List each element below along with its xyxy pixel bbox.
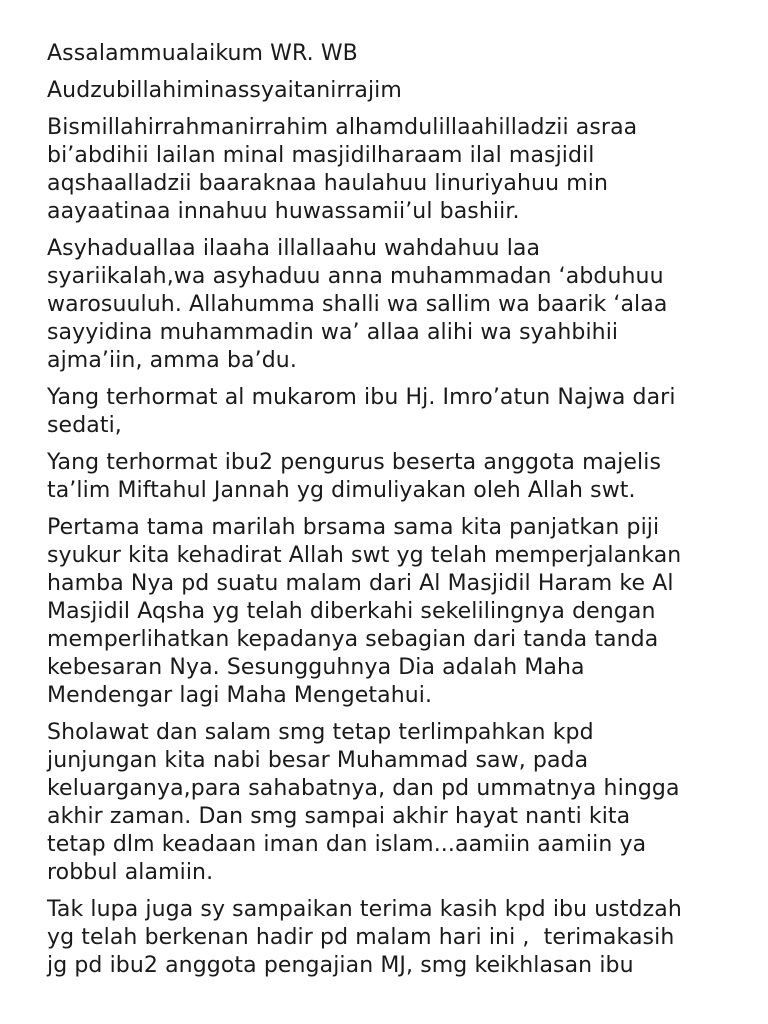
text-line: robbul alamiin.	[47, 860, 214, 885]
text-line: ta’lim Miftahul Jannah yg dimuliyakan oleh Allah swt.	[47, 478, 636, 503]
text-line: aqshaalladzii baaraknaa haulahuu linuriyahuu min	[47, 171, 609, 196]
paragraph-honoree-2	[47, 449, 732, 505]
text-line: Pertama tama marilah brsama sama kita panjatkan piji	[47, 515, 660, 540]
paragraph-syahadat	[47, 235, 732, 375]
text-line: tetap dlm keadaan iman dan islam...aamiin aamiin ya	[47, 832, 647, 857]
text-line: kebesaran Nya. Sesungguhnya Dia adalah Maha	[47, 655, 585, 680]
text-line: ajma’iin, amma ba’du.	[47, 348, 297, 373]
text-line: Mendengar lagi Maha Mengetahui.	[47, 683, 433, 708]
text-line: memperlihatkan kepadanya sebagian dari tanda tanda	[47, 627, 659, 652]
text-line: warosuuluh. Allahumma shalli wa sallim wa baarik ‘alaa	[47, 292, 668, 317]
paragraph-sholawat	[47, 719, 732, 887]
text-line: Tak lupa juga sy sampaikan terima kasih kpd ibu ustdzah	[47, 897, 682, 922]
text-line: sayyidina muhammadin wa’ allaa alihi wa syahbihii	[47, 320, 619, 345]
text-line: Bismillahirrahmanirrahim alhamdulillaahilladzii asraa	[47, 115, 638, 140]
text-line: jg pd ibu2 anggota pengajian MJ, smg keikhlasan ibu	[47, 953, 634, 978]
text-line: Yang terhormat ibu2 pengurus beserta anggota majelis	[47, 450, 662, 475]
text-line: keluarganya,para sahabatnya, dan pd ummatnya hingga	[47, 776, 680, 801]
paragraph-gratitude	[47, 514, 732, 710]
text-line: bi’abdihii lailan minal masjidilharaam ilal masjidil	[47, 143, 595, 168]
paragraph-basmalah	[47, 114, 732, 226]
text-line: yg telah berkenan hadir pd malam hari ini , terimakasih	[47, 925, 675, 950]
text-line: junjungan kita nabi besar Muhammad saw, pada	[47, 748, 589, 773]
text-line: akhir zaman. Dan smg sampai akhir hayat nanti kita	[47, 804, 631, 829]
text-line: hamba Nya pd suatu malam dari Al Masjidil Haram ke Al	[47, 571, 674, 596]
text-line: Masjidil Aqsha yg telah diberkahi sekelilingnya dengan	[47, 599, 656, 624]
text-line: Asyhaduallaa ilaaha illallaahu wahdahuu laa	[47, 236, 541, 261]
text-line: Assalammualaikum WR. WB	[47, 41, 358, 66]
paragraph-honoree-1	[47, 384, 732, 440]
text-line: Sholawat dan salam smg tetap terlimpahkan kpd	[47, 720, 594, 745]
text-line: syariikalah,wa asyhaduu anna muhammadan ‘abduhuu	[47, 264, 664, 289]
paragraph-taawudz	[47, 77, 732, 105]
paragraph-thanks	[47, 896, 732, 980]
text-line: Yang terhormat al mukarom ibu Hj. Imro’atun Najwa dari	[47, 385, 676, 410]
text-line: Audzubillahiminassyaitanirrajim	[47, 78, 402, 103]
paragraph-salutation	[47, 40, 732, 68]
text-line: sedati,	[47, 413, 122, 438]
text-line: syukur kita kehadirat Allah swt yg telah memperjalankan	[47, 543, 682, 568]
text-line: aayaatinaa innahuu huwassamii’ul bashiir.	[47, 199, 520, 224]
